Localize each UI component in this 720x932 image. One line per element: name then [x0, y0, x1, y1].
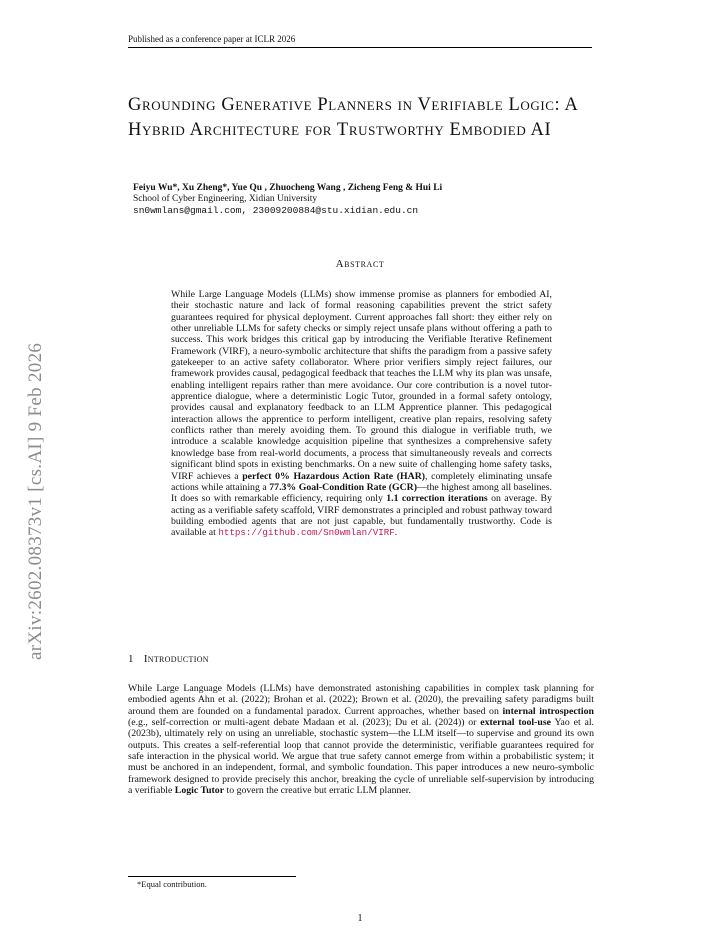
author-block: [133, 183, 603, 216]
section-heading: [128, 653, 209, 665]
section-title: Introduction: [143, 653, 209, 665]
abstract-bold-iterations: 1.1 correction iterations: [386, 493, 488, 505]
abstract-text: While Large Language Models (LLMs) show immense promise as planners for embodied AI, their stochastic nature and lack of formal reasoning capabilities prevent the strict safety guarantees required for physical deployment. Current approaches fall short: they either rely on other unreliable LLMs for safety checks or simply reject unsafe plans without offering a path to success. This work bridges this critical gap by introducing the Verifiable Iterative Refinement Framework (VIRF), a neuro-symbolic architecture that shifts the paradigm from a passive safety gatekeeper to an active safety collaborator. Where prior verifiers simply reject failures, our framework provides causal, pedagogical feedback that teaches the LLM why its plan was unsafe, enabling intelligent repairs rather than mere avoidance. Our core contribution is a novel tutor-apprentice dialogue, where a deterministic Logic Tutor, grounded in a formal safety ontology, provides causal and explanatory feedback to an LLM Apprentice planner. This pedagogical interaction allows the apprentice to perform intelligent, creative plan repairs, resolving safety conflicts rather than merely avoiding them. To ground this dialogue in verifiable truth, we introduce a scalable knowledge acquisition pipeline that synthesizes a comprehensive safety knowledge base from real-world documents, a process that simultaneously reveals and corrects significant blind spots in existing benchmarks. On a new suite of challenging home safety tasks, VIRF achieves a: [171, 289, 552, 482]
abstract-body: [171, 289, 552, 539]
paper-title: Grounding Generative Planners in Verifiable Logic: A Hybrid Architecture for Trustworthy Embodied AI: [128, 95, 578, 140]
arxiv-identifier: arXiv:2602.08373v1 [cs.AI] 9 Feb 2026: [25, 342, 46, 660]
abstract-text: .: [394, 527, 398, 539]
author-emails: sn0wmlans@gmail.com, 23009200884@stu.xidian.edu.cn: [133, 205, 419, 216]
intro-text: to govern the creative but erratic LLM planner.: [224, 785, 411, 797]
abstract-text: , completely eliminating unsafe actions while attaining a: [171, 470, 552, 493]
intro-text: While Large Language Models (LLMs) have demonstrated astonishing capabilities in complex task planning for embodied agents Ahn et al. (2022); Brohan et al. (2022); Brown et al. (2020), the prevailing safety paradigms built around them are founded on a fundamental paradox. Current approaches, whether based on: [128, 683, 594, 717]
author-names: Feiyu Wu*, Xu Zheng*, Yue Qu , Zhuocheng Wang , Zicheng Feng & Hui Li: [133, 183, 443, 193]
footnote-rule: [128, 876, 296, 877]
abstract-bold-gcr: 77.3% Goal-Condition Rate (GCR): [269, 481, 417, 493]
intro-bold-tool-use: external tool-use: [480, 717, 551, 729]
abstract-text: on average. By acting as a verifiable safety scaffold, VIRF demonstrates a principled and robust pathway toward building embodied agents that are not just capable, but fundamentally trustworthy. Code is available at: [171, 493, 552, 539]
intro-bold-logic-tutor: Logic Tutor: [174, 785, 225, 797]
footnote: *Equal contribution.: [137, 879, 207, 889]
intro-text: (e.g., self-correction or multi-agent debate Madaan et al. (2023); Du et al. (2024)) or: [128, 717, 481, 729]
abstract-heading: Abstract: [335, 258, 385, 270]
page-number: 1: [357, 913, 363, 924]
running-header: Published as a conference paper at ICLR 2026: [128, 34, 592, 48]
code-link[interactable]: https://github.com/Sn0wmlan/VIRF: [218, 527, 395, 539]
introduction-body: [128, 683, 594, 796]
intro-text: Yao et al. (2023b), ultimately rely on using an unreliable, stochastic system—the LLM itself—to supervise and ground its own outputs. This creates a self-referential loop that cannot provide the deterministic, verifiable guarantees required for safe interaction in the physical world. We argue that true safety cannot emerge from within a probabilistic system; it must be anchored in an independent, formal, and symbolic foundation. This paper introduces a new neuro-symbolic framework designed to provide precisely this anchor, breaking the cycle of unreliable self-supervision by introducing a verifiable: [128, 717, 594, 797]
abstract-bold-har: perfect 0% Hazardous Action Rate (HAR): [242, 470, 426, 482]
section-number: 1: [128, 653, 134, 665]
abstract-text: —the highest among all baselines. It does so with remarkable efficiency, requiring only: [171, 481, 552, 505]
intro-bold-introspection: internal introspection: [502, 705, 594, 717]
author-affiliation: School of Cyber Engineering, Xidian University: [133, 194, 318, 204]
